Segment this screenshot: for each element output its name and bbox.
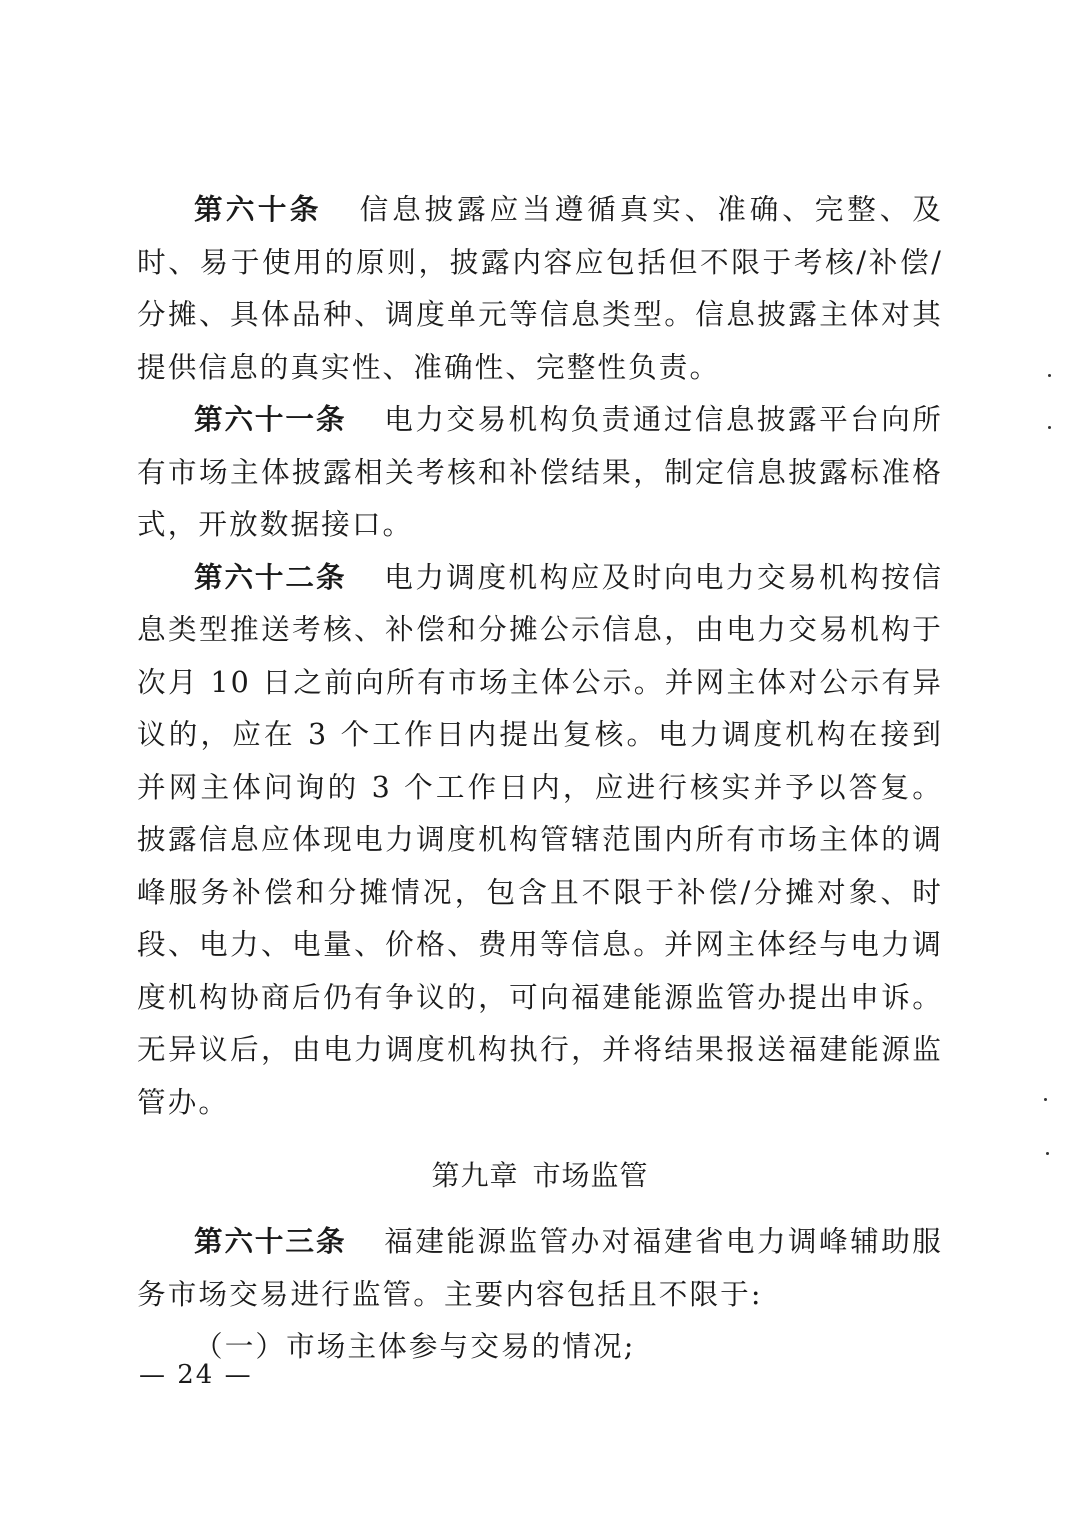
scan-speck [1048, 426, 1051, 429]
article-60-heading: 第六十条 [194, 192, 322, 226]
article-60-text: 信息披露应当遵循真实、准确、完整、及时、易于使用的原则，披露内容应包括但不限于考核/补偿/分摊、具体品种、调度单元等信息类型。信息披露主体对其提供信息的真实性、准确性、完整性负责。 [137, 192, 943, 384]
article-63-text: 福建能源监管办对福建省电力调峰辅助服务市场交易进行监管。主要内容包括且不限于: [137, 1224, 943, 1311]
article-61 [137, 393, 943, 551]
list-item-1: （一）市场主体参与交易的情况; [194, 1329, 636, 1363]
page-number: — 24 — [139, 1360, 253, 1390]
article-60 [137, 183, 943, 393]
chapter-title: 市场监管 [532, 1159, 649, 1192]
chapter-number: 第九章 [431, 1159, 519, 1192]
article-61-text: 电力交易机构负责通过信息披露平台向所有市场主体披露相关考核和补偿结果，制定信息披露标准格式，开放数据接口。 [137, 402, 943, 541]
article-63-heading: 第六十三条 [194, 1224, 347, 1258]
article-63 [137, 1215, 943, 1320]
article-62-heading: 第六十二条 [194, 559, 347, 594]
article-62 [137, 551, 943, 1129]
article-61-heading: 第六十一条 [194, 402, 347, 436]
chapter-heading [137, 1150, 943, 1202]
scan-speck [1046, 1152, 1049, 1155]
page-content [137, 183, 943, 1373]
article-62-text: 电力调度机构应及时向电力交易机构按信息类型推送考核、补偿和分摊公示信息，由电力交易机构于次月 10 日之前向所有市场主体公示。并网主体对公示有异议的，应在 3 个工作日内提出复核。电力调度机构在接到并网主体问询的 3 个工作日内，应进行核实并予以答复。披露信息应体现电力调度机构管辖范围内所有市场主体的调峰服务补偿和分摊情况，包含且不限于补偿/分摊对象、时段、电力、电量、价格、费用等信息。并网主体经与电力调度机构协商后仍有争议的，可向福建能源监管办提出申诉。无异议后，由电力调度机构执行，并将结果报送福建能源监管办。 [137, 559, 943, 1119]
scan-speck [1044, 1098, 1047, 1101]
scan-speck [1048, 374, 1051, 377]
